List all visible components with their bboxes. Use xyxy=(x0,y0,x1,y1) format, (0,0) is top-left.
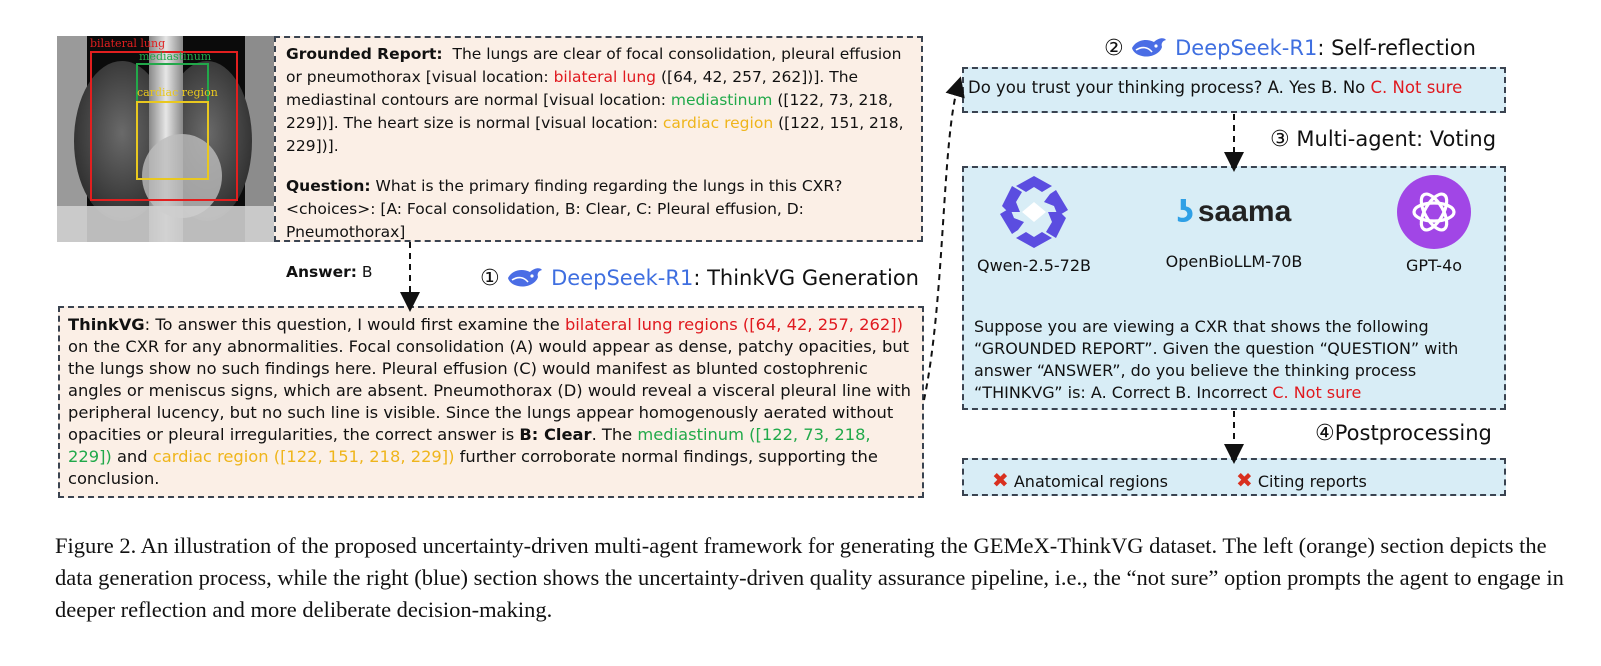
thinkvg-text-2: on the CXR for any abnormalities. Focal consolidation (A) would appear as dense, patchy opacities, but the lungs show no such findings here. Pleural effusion (C) would manifest as blunted costophrenic angles or meniscus signs, which are absent. Pneumothorax (D) would reveal a visceral pleural line with peripheral lucency, but no such line is visible. Since the lungs appear homogenously aerated without opacities or pleural irregularities, the correct answer is xyxy=(68,337,911,444)
thinkvg-text-1: : To answer this question, I would first examine the xyxy=(144,315,565,334)
thinkvg-text-5: further corroborate normal findings, supporting the conclusion. xyxy=(68,447,878,488)
thinkvg-cardiac-ref: cardiac region ([122, 151, 218, 229]) xyxy=(152,447,455,466)
stage4-number: ④ xyxy=(1315,421,1335,446)
stage2-model: DeepSeek-R1 xyxy=(1175,36,1318,60)
stage2-label: : Self-reflection xyxy=(1317,36,1476,60)
vote-prompt-text: Suppose you are viewing a CXR that shows the following “GROUNDED REPORT”. Given the question “QUESTION” with answer “ANSWER”, do you believe the thinking process “THINKVG” is: A. Correct B. Incorrect xyxy=(974,317,1459,402)
thinkvg-label: ThinkVG xyxy=(68,315,145,334)
report-text-3: ([122, 73, 218, 229])]. The heart size is normal [visual location: xyxy=(286,91,893,132)
saama-logo-icon: ʖ saama xyxy=(1176,194,1292,230)
post-item-anatomical-label: Anatomical regions xyxy=(1013,472,1168,491)
grounded-report-label: Grounded Report: xyxy=(286,45,443,63)
lung-bbox-label: bilateral lung xyxy=(90,37,166,50)
agent-qwen-name: Qwen-2.5-72B xyxy=(977,256,1091,275)
thinkvg-text-4: and xyxy=(111,447,153,466)
report-mediastinum-term: mediastinum xyxy=(670,91,773,109)
report-text-2: ([64, 42, 257, 262])]. The mediastinal contours are normal [visual location: xyxy=(286,68,859,109)
saama-logo-text: saama xyxy=(1197,195,1292,228)
vote-not-sure: C. Not sure xyxy=(1272,383,1362,402)
trust-question: Do you trust your thinking process? A. Yes B. No xyxy=(968,78,1371,97)
stage1-model: DeepSeek-R1 xyxy=(551,266,694,290)
report-text-1: The lungs are clear of focal consolidation, pleural effusion or pneumothorax [visual location: xyxy=(286,45,902,86)
stage3-number: ③ xyxy=(1270,127,1290,152)
stage4-label: Postprocessing xyxy=(1334,421,1492,445)
cardiac-bbox-label: cardiac region xyxy=(137,86,218,99)
thinkvg-answer: B: Clear xyxy=(519,425,592,444)
report-text-4: ([122, 151, 218, 229])]. xyxy=(286,114,904,155)
report-lung-term: bilateral lung xyxy=(553,68,657,86)
post-item-citing-label: Citing reports xyxy=(1257,472,1367,491)
report-cardiac-term: cardiac region xyxy=(662,114,774,132)
mediastinum-bbox-label: mediastinum xyxy=(139,50,212,63)
thinkvg-lung-ref: bilateral lung regions ([64, 42, 257, 262]) xyxy=(564,315,903,334)
stage3-label: Multi-agent: Voting xyxy=(1296,127,1497,151)
answer-label: Answer: xyxy=(286,263,357,281)
thinkvg-mediastinum-ref: mediastinum ([122, 73, 218, 229]) xyxy=(68,425,871,466)
stage1-label: : ThinkVG Generation xyxy=(693,266,919,290)
trust-not-sure: C. Not sure xyxy=(1370,78,1463,97)
agent-openbiollm-name: OpenBioLLM-70B xyxy=(1165,252,1303,271)
figure-caption: Figure 2. An illustration of the proposed uncertainty-driven multi-agent framework for generating the GEMeX-ThinkVG dataset. The left (orange) section depicts the data generation process, while the right (blue) section shows the uncertainty-driven quality assurance pipeline, i.e., the “not sure” option prompts the agent to engage in deeper reflection and more deliberate decision-making. xyxy=(55,533,1564,622)
question-text: What is the primary finding regarding the lungs in this CXR? <choices>: [A: Focal consolidation, B: Clear, C: Pleural effusion, D: Pneumothorax] xyxy=(286,177,843,241)
thinkvg-text-3: . The xyxy=(591,425,638,444)
agent-gpt4o-name: GPT-4o xyxy=(1405,256,1463,275)
question-label: Question: xyxy=(286,177,371,195)
answer-value: B xyxy=(361,263,373,281)
cross-icon: ✖ xyxy=(1236,468,1253,492)
stage1-number: ① xyxy=(480,266,500,291)
cross-icon: ✖ xyxy=(992,468,1009,492)
stage2-number: ② xyxy=(1104,36,1124,61)
arrow-thinkvg-to-reflection xyxy=(924,86,958,400)
